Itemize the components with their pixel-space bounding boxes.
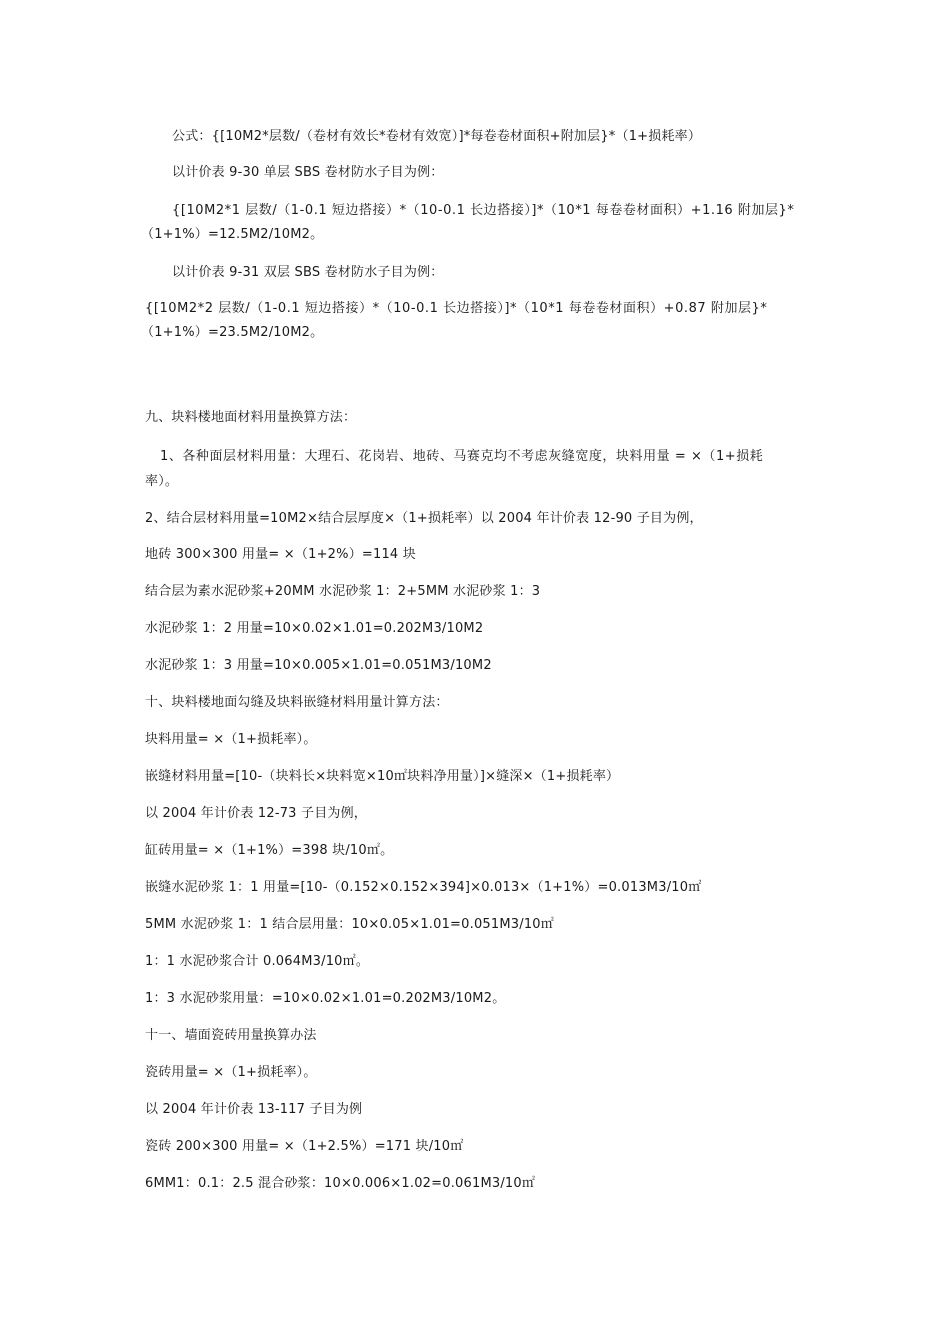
text-line: 5MM 水泥砂浆 1：1 结合层用量：10×0.05×1.01=0.051M3/10㎡: [145, 917, 554, 932]
section-heading-11: 十一、墙面瓷砖用量换算办法: [145, 1028, 317, 1043]
text-line: 嵌缝材料用量=[10-（块料长×块料宽×10㎡块料净用量）]×缝深×（1+损耗率）: [145, 769, 620, 784]
text-line: 结合层为素水泥砂浆+20MM 水泥砂浆 1：2+5MM 水泥砂浆 1：3: [145, 584, 541, 599]
formula-line: 公式：{[10M2*层数/（卷材有效长*卷材有效宽）]*每卷卷材面积+附加层}*（1+损耗率）: [172, 129, 702, 144]
text-line: 块料用量= ×（1+损耗率）。: [145, 732, 317, 747]
text-line: 瓷砖用量= ×（1+损耗率）。: [145, 1065, 317, 1080]
example-result-9-30: （1+1%）=12.5M2/10M2。: [141, 227, 324, 242]
paragraph-1-continuation: 率）。: [145, 474, 179, 489]
example-result-9-31: （1+1%）=23.5M2/10M2。: [141, 325, 324, 340]
text-line: 水泥砂浆 1：3 用量=10×0.005×1.01=0.051M3/10M2: [145, 658, 492, 673]
paragraph-2: 2、结合层材料用量=10M2×结合层厚度×（1+损耗率）以 2004 年计价表 12-90 子目为例，: [145, 511, 703, 526]
section-heading-9: 九、块料楼地面材料用量换算方法：: [145, 410, 357, 425]
text-line: 6MM1：0.1：2.5 混合砂浆：10×0.006×1.02=0.061M3/10㎡: [145, 1176, 536, 1191]
example-heading-9-30: 以计价表 9-30 单层 SBS 卷材防水子目为例：: [172, 165, 444, 180]
section-heading-10: 十、块料楼地面勾缝及块料嵌缝材料用量计算方法：: [145, 695, 449, 710]
text-line: 缸砖用量= ×（1+1%）=398 块/10㎡。: [145, 843, 394, 858]
text-line: 瓷砖 200×300 用量= ×（1+2.5%）=171 块/10㎡: [145, 1139, 464, 1154]
example-heading-9-31: 以计价表 9-31 双层 SBS 卷材防水子目为例：: [172, 265, 444, 280]
text-line: 水泥砂浆 1：2 用量=10×0.02×1.01=0.202M3/10M2: [145, 621, 484, 636]
text-line: 以 2004 年计价表 13-117 子目为例: [145, 1102, 363, 1117]
text-line: 嵌缝水泥砂浆 1：1 用量=[10-（0.152×0.152×394]×0.013×（1+1%）=0.013M3/10㎡: [145, 880, 702, 895]
text-line: 以 2004 年计价表 12-73 子目为例，: [145, 806, 367, 821]
text-line: 1：3 水泥砂浆用量：=10×0.02×1.01=0.202M3/10M2。: [145, 991, 506, 1006]
example-formula-9-31: {[10M2*2 层数/（1-0.1 短边搭接）*（10-0.1 长边搭接）]*（10*1 每卷卷材面积）+0.87 附加层}*: [145, 301, 768, 316]
paragraph-1: 1、各种面层材料用量：大理石、花岗岩、地砖、马赛克均不考虑灰缝宽度，块料用量 = ×（1+损耗: [160, 449, 764, 464]
text-line: 1：1 水泥砂浆合计 0.064M3/10㎡。: [145, 954, 370, 969]
example-formula-9-30: {[10M2*1 层数/（1-0.1 短边搭接）*（10-0.1 长边搭接）]*（10*1 每卷卷材面积）+1.16 附加层}*: [172, 203, 795, 218]
text-line: 地砖 300×300 用量= ×（1+2%）=114 块: [145, 547, 416, 562]
